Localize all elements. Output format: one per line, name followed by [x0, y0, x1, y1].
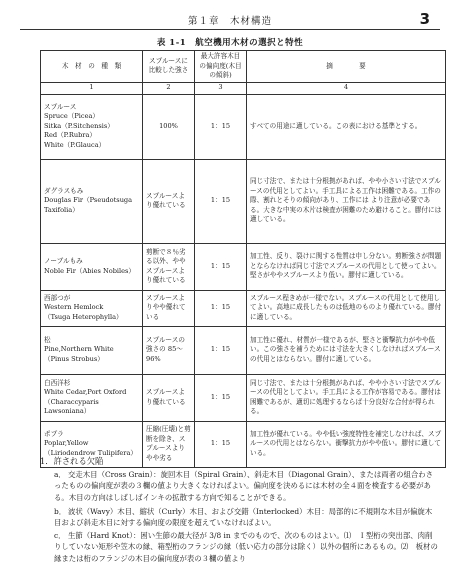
item-label: b． [54, 507, 67, 516]
grain-cell: 1：15 [195, 159, 247, 243]
wood-name-line: （Pinus Strobus） [44, 354, 104, 363]
wood-name-line: 白西洋杉 [44, 378, 71, 387]
wood-name-line: Western Hemlock [44, 303, 104, 312]
strength-cell: スプルースの強さの 85～96% [143, 326, 195, 374]
table-row [41, 374, 446, 421]
strength-cell: 圧縮(圧壊)と剪断を除き、スプルースよりやや劣る [143, 421, 195, 467]
col-number: 2 [143, 82, 195, 94]
table-title: 表 1-1 航空機用木材の選択と特性 [156, 38, 304, 48]
col-header-notes: 摘 要 [247, 51, 446, 83]
col-number: 4 [247, 82, 446, 94]
wood-name-line: Pine,Northern White [44, 345, 114, 354]
grain-cell: 1：15 [195, 326, 247, 374]
wood-selection-table [40, 50, 446, 468]
grain-cell: 1：15 [195, 374, 247, 421]
defect-item-c [54, 530, 438, 563]
wood-name-cell [41, 243, 143, 290]
table-header-row [41, 51, 446, 83]
table-row [41, 290, 446, 326]
wood-name-line: Poplar,Yellow [44, 439, 89, 448]
table-row [41, 243, 446, 290]
wood-name-line: White Cedar,Port Oxford [44, 388, 127, 397]
wood-name-line: 西部つが [44, 293, 71, 302]
strength-cell: 剪断で８％劣る以外、ややスプルースより優れている [143, 243, 195, 290]
wood-name-line: （Characcyparis Lawsoniana） [44, 397, 99, 416]
wood-name-line: スプルース [44, 102, 77, 111]
wood-name-line: Red（P.Rubra） [44, 131, 96, 140]
grain-cell: 1：15 [195, 94, 247, 159]
wood-name-line: Spruce（Picea） [44, 112, 99, 121]
notes-cell: 同じ寸法で、または十分根拠があれば、やや小さい寸法でスプルースの代用としてよい。手工具による工作が容易である。膠付は困難であるが、適切に処理するならば十分良好な合付が得られる。 [247, 374, 446, 421]
wood-name-cell [41, 290, 143, 326]
grain-cell: 1：15 [195, 421, 247, 467]
wood-name-line: ノーブルもみ [44, 257, 83, 266]
defect-item-a [54, 469, 438, 503]
col-header-strength: スプルースに比較した強さ [143, 51, 195, 83]
item-label: c． [54, 531, 66, 540]
wood-name-line: Noble Fir（Abies Nobiles） [44, 266, 136, 275]
notes-cell: 同じ寸法で、または十分根拠があれば、やや小さい寸法でスプルースの代用としてよい。手工具による工作は困難である。工作の際、割れとそりの傾向があり、工作には より注意が必要である。大きな中実の木片は検査が困難のため避けること。膠付には適している。 [247, 159, 446, 243]
notes-cell: 加工性に優れ、材質が一様であるが、堅さと衝撃抗力がやや低い。この強さを補うためには寸法を大きくしなければスプルースの代用とはならない。膠付に適している。 [247, 326, 446, 374]
table-row [41, 159, 446, 243]
notes-cell: すべての用途に適している。この表における基準とする。 [247, 94, 446, 159]
page-header [20, 10, 440, 28]
wood-name-cell [41, 374, 143, 421]
grain-cell: 1：15 [195, 243, 247, 290]
wood-name-cell [41, 94, 143, 159]
table-row [41, 94, 446, 159]
column-number-row [41, 82, 446, 94]
wood-name-line: （Liriodendrow Tulipifera） [44, 448, 137, 457]
wood-name-line: Sitka（P.Sitchensis） [44, 121, 114, 130]
wood-name-line: ポプラ [44, 429, 64, 438]
notes-cell: 加工性、反り、裂けに関する性質は申し分ない。剪断強さが問題とならなければ同じ寸法でスプルースの代用として使ってよい。堅さがややスプルースより低い。膠付に適している。 [247, 243, 446, 290]
wood-name-line: 松 [44, 335, 51, 344]
col-number: 3 [195, 82, 247, 94]
strength-cell: スプルースより優れている [143, 374, 195, 421]
grain-cell: 1：15 [195, 290, 247, 326]
wood-name-line: ダグラスもみ [44, 186, 84, 195]
section-heading: 1．許される欠陥 [40, 456, 104, 466]
col-header-wood: 木 材 の 種 類 [41, 51, 143, 83]
col-header-grain: 最大許容木目の偏向度(木目の傾斜) [195, 51, 247, 83]
wood-name-cell [41, 159, 143, 243]
strength-cell: スプルースよりやや優れている [143, 290, 195, 326]
wood-name-line: （Tsuga Heterophylla） [44, 312, 123, 321]
wood-name-line: Taxifolia） [44, 205, 79, 214]
chapter-title: 第１章 木材構造 [187, 16, 272, 27]
defect-item-b [54, 506, 438, 529]
strength-cell: スプルースより優れている [143, 159, 195, 243]
table-row [41, 326, 446, 374]
item-label: a． [54, 470, 66, 479]
header-rule [20, 29, 440, 30]
wood-name-line: White（P.Glauca） [44, 140, 106, 149]
notes-cell: スプルース程きめが一様でない。スプルースの代用として使用してよい。高地に成長したものは低地のものより優れている。膠付に適している。 [247, 290, 446, 326]
item-text: 生節（Hard Knot）：困い生節の最大径が 3/8 in までのもので、次のものはよい。⑴ Ｉ型桁の突出部、肉削りしていない矩形や笠木の縁、箱型桁のフランジの縁（低い応力の部分は除く）以外の個所にあるもの。⑵ 板材の縁または桁のフランジの木目の偏向度が表の３欄の値より [54, 531, 438, 563]
strength-cell: 100% [143, 94, 195, 159]
item-text: 交走木目（Cross Grain）：旋回木目（Spiral Grain）、斜走木目（Diagonal Grain）、または両者の組合わさったものの偏向度が表の３欄の値より大きくなければよい。偏向度を決めるには木材の全４面を検査する必要がある。木目の方向はしばしばインキの拡散する方向で知ることができる。 [54, 470, 434, 502]
wood-name-cell [41, 326, 143, 374]
wood-name-line: Douglas Fir（Pseudotsuga [44, 196, 133, 205]
item-text: 波状（Wavy）木目、縮状（Curly）木目、および交錯（Interlocked）木目：局部的に不規則な木目が偏旋木目および斜走木目に対する偏向度の限度を超えていなければよい。 [54, 507, 433, 528]
notes-cell: 加工性が優れている。やや低い強度特性を補完しなければ、スプルースの代用とはならない。衝撃抗力がやや低い。膠付に適している。 [247, 421, 446, 467]
page-number: 3 [419, 10, 430, 28]
col-number: 1 [41, 82, 143, 94]
